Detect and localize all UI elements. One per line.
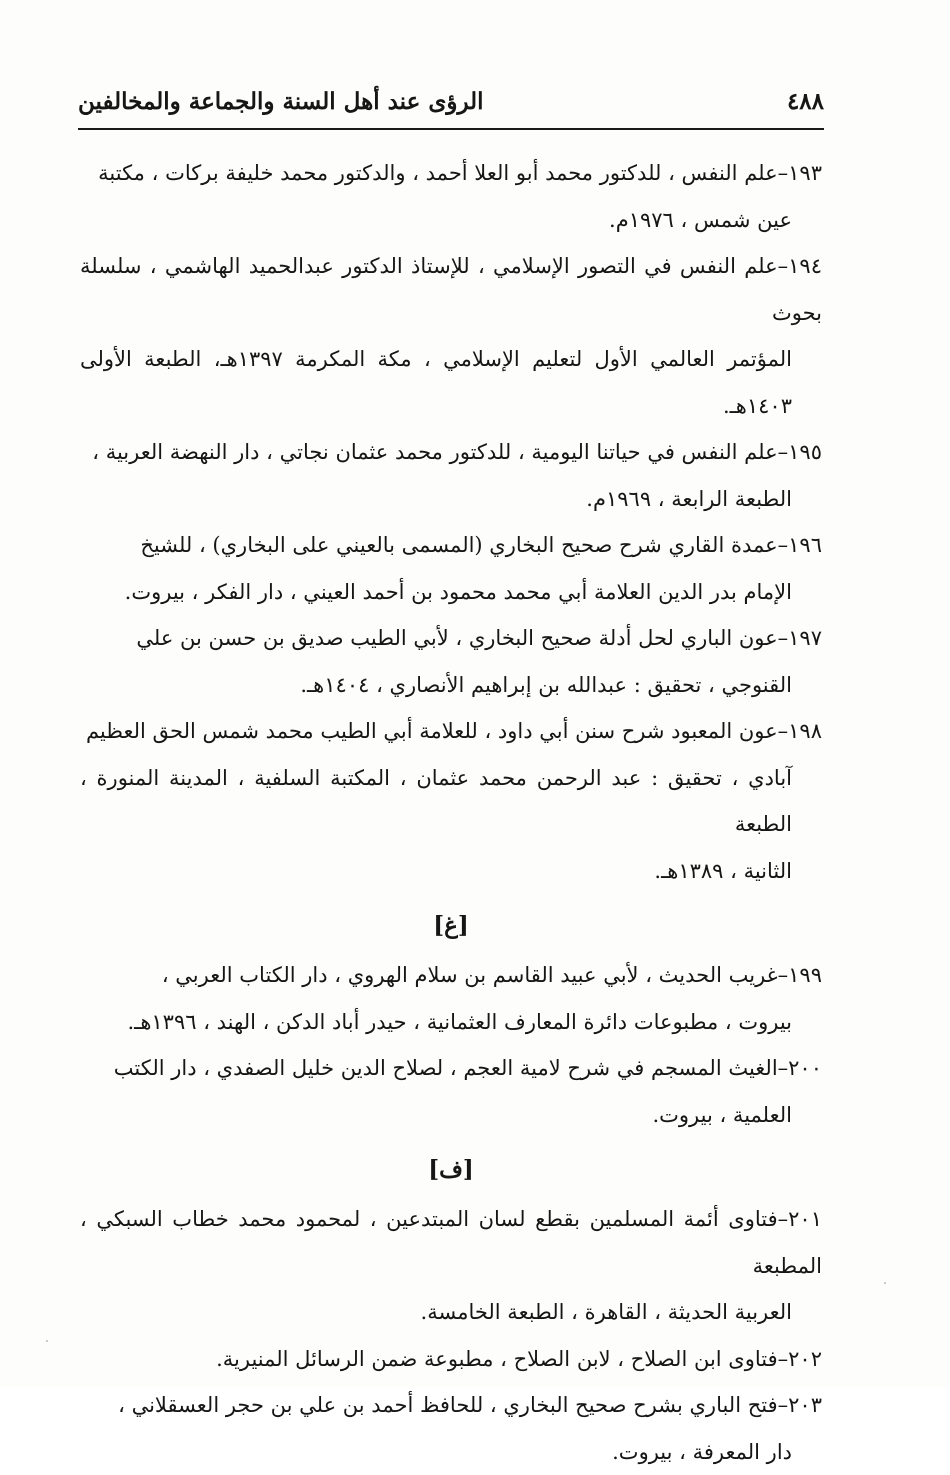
entry-continuation: دار المعرفة ، بيروت. [80,1429,822,1475]
scan-speck [46,1340,48,1342]
section-heading-fa: [ف] [80,1142,822,1192]
entry-text: علم النفس ، للدكتور محمد أبو العلا أحمد ، والدكتور محمد خليفة بركات ، مكتبة [98,161,778,185]
entry-number: ١٩٦ [788,533,822,557]
section-heading-ghain: [غ] [80,898,822,948]
entry-number: ٢٠١ [788,1207,822,1231]
entry-number: ٢٠٢ [788,1347,822,1371]
entry-text: علم النفس في حياتنا اليومية ، للدكتور محمد عثمان نجاتي ، دار النهضة العربية ، [92,440,777,464]
entry-number: ١٩٨ [788,719,822,743]
entry-continuation: بيروت ، مطبوعات دائرة المعارف العثمانية ، حيدر أباد الدكن ، الهند ، ١٣٩٦هـ. [80,999,822,1046]
entry-number: ٢٠٣ [788,1393,822,1417]
entry-continuation: العربية الحديثة ، القاهرة ، الطبعة الخامسة. [80,1289,822,1336]
running-title: الرؤى عند أهل السنة والجماعة والمخالفين [78,88,484,115]
entry-continuation: القنوجي ، تحقيق : عبدالله بن إبراهيم الأنصاري ، ١٤٠٤هـ. [80,662,822,709]
entry-number: ٢٠٠ [788,1056,822,1080]
entry-continuation: الإمام بدر الدين العلامة أبي محمد محمود بن أحمد العيني ، دار الفكر ، بيروت. [80,569,822,616]
page-number: ٤٨٨ [787,88,824,115]
entry-continuation: العلمية ، بيروت. [80,1092,822,1139]
bibliography-entry: ٢٠٢–فتاوى ابن الصلاح ، لابن الصلاح ، مطبوعة ضمن الرسائل المنيرية. [80,1336,822,1383]
entry-text: فتاوى أئمة المسلمين بقطع لسان المبتدعين ، لمحمود محمد خطاب السبكي ، المطبعة [80,1207,822,1278]
entry-number: ١٩٤ [788,254,822,278]
entry-number: ١٩٣ [788,161,822,185]
entry-text: علم النفس في التصور الإسلامي ، للإستاذ الدكتور عبدالحميد الهاشمي ، سلسلة بحوث [80,254,822,325]
bibliography-entry: ١٩٥–علم النفس في حياتنا اليومية ، للدكتور محمد عثمان نجاتي ، دار النهضة العربية ، الطبعة الرابعة ، ١٩٦٩م. [80,429,822,522]
entry-continuation: عين شمس ، ١٩٧٦م. [80,197,822,244]
scan-speck [884,1282,886,1284]
entry-number: ١٩٧ [788,626,822,650]
entry-number: ١٩٥ [788,440,822,464]
bibliography-entry: ٢٠١–فتاوى أئمة المسلمين بقطع لسان المبتدعين ، لمحمود محمد خطاب السبكي ، المطبعة العربية الحديثة ، القاهرة ، الطبعة الخامسة. [80,1196,822,1336]
bibliography-entry: ١٩٤–علم النفس في التصور الإسلامي ، للإستاذ الدكتور عبدالحميد الهاشمي ، سلسلة بحوث المؤتمر العالمي الأول لتعليم الإسلامي ، مكة المكرمة ١٣٩٧هـ، الطبعة الأولى ١٤٠٣هـ. [80,243,822,429]
entry-text: عون الباري لحل أدلة صحيح البخاري ، لأبي الطيب صديق بن حسن بن علي [136,626,777,650]
bibliography-entry: ١٩٧–عون الباري لحل أدلة صحيح البخاري ، لأبي الطيب صديق بن حسن بن علي القنوجي ، تحقيق : عبدالله بن إبراهيم الأنصاري ، ١٤٠٤هـ. [80,615,822,708]
page-header [78,84,824,130]
entry-text: عون المعبود شرح سنن أبي داود ، للعلامة أبي الطيب محمد شمس الحق العظيم [86,719,778,743]
bibliography-entry: ٢٠٣–فتح الباري بشرح صحيح البخاري ، للحافظ أحمد بن علي بن حجر العسقلاني ، دار المعرفة ، بيروت. [80,1382,822,1475]
entry-continuation: الثانية ، ١٣٨٩هـ. [80,848,822,895]
entry-continuation: آبادي ، تحقيق : عبد الرحمن محمد عثمان ، المكتبة السلفية ، المدينة المنورة ، الطبعة [80,755,822,848]
bibliography-entry: ١٩٦–عمدة القاري شرح صحيح البخاري (المسمى بالعيني على البخاري) ، للشيخ الإمام بدر الدين العلامة أبي محمد محمود بن أحمد العيني ، دار الفكر ، بيروت. [80,522,822,615]
entry-text: غريب الحديث ، لأبي عبيد القاسم بن سلام الهروي ، دار الكتاب العربي ، [162,963,778,987]
entry-text: فتاوى ابن الصلاح ، لابن الصلاح ، مطبوعة ضمن الرسائل المنيرية. [216,1347,778,1371]
bibliography-entry: ١٩٨–عون المعبود شرح سنن أبي داود ، للعلامة أبي الطيب محمد شمس الحق العظيم آبادي ، تحقيق : عبد الرحمن محمد عثمان ، المكتبة السلفية ، المدينة المنورة ، الطبعة الثانية ، ١٣٨٩هـ. [80,708,822,894]
entry-text: عمدة القاري شرح صحيح البخاري (المسمى بالعيني على البخاري) ، للشيخ [140,533,777,557]
bibliography-list [80,150,822,1475]
entry-continuation: المؤتمر العالمي الأول لتعليم الإسلامي ، مكة المكرمة ١٣٩٧هـ، الطبعة الأولى ١٤٠٣هـ. [80,336,822,429]
bibliography-entry: ٢٠٠–الغيث المسجم في شرح لامية العجم ، لصلاح الدين خليل الصفدي ، دار الكتب العلمية ، بيروت. [80,1045,822,1138]
bibliography-entry: ١٩٩–غريب الحديث ، لأبي عبيد القاسم بن سلام الهروي ، دار الكتاب العربي ، بيروت ، مطبوعات دائرة المعارف العثمانية ، حيدر أباد الدكن ، الهند ، ١٣٩٦هـ. [80,952,822,1045]
entry-number: ١٩٩ [788,963,822,987]
entry-text: الغيث المسجم في شرح لامية العجم ، لصلاح الدين خليل الصفدي ، دار الكتب [114,1056,778,1080]
bibliography-entry: ١٩٣–علم النفس ، للدكتور محمد أبو العلا أحمد ، والدكتور محمد خليفة بركات ، مكتبة عين شمس ، ١٩٧٦م. [80,150,822,243]
entry-continuation: الطبعة الرابعة ، ١٩٦٩م. [80,476,822,523]
entry-text: فتح الباري بشرح صحيح البخاري ، للحافظ أحمد بن علي بن حجر العسقلاني ، [118,1393,778,1417]
